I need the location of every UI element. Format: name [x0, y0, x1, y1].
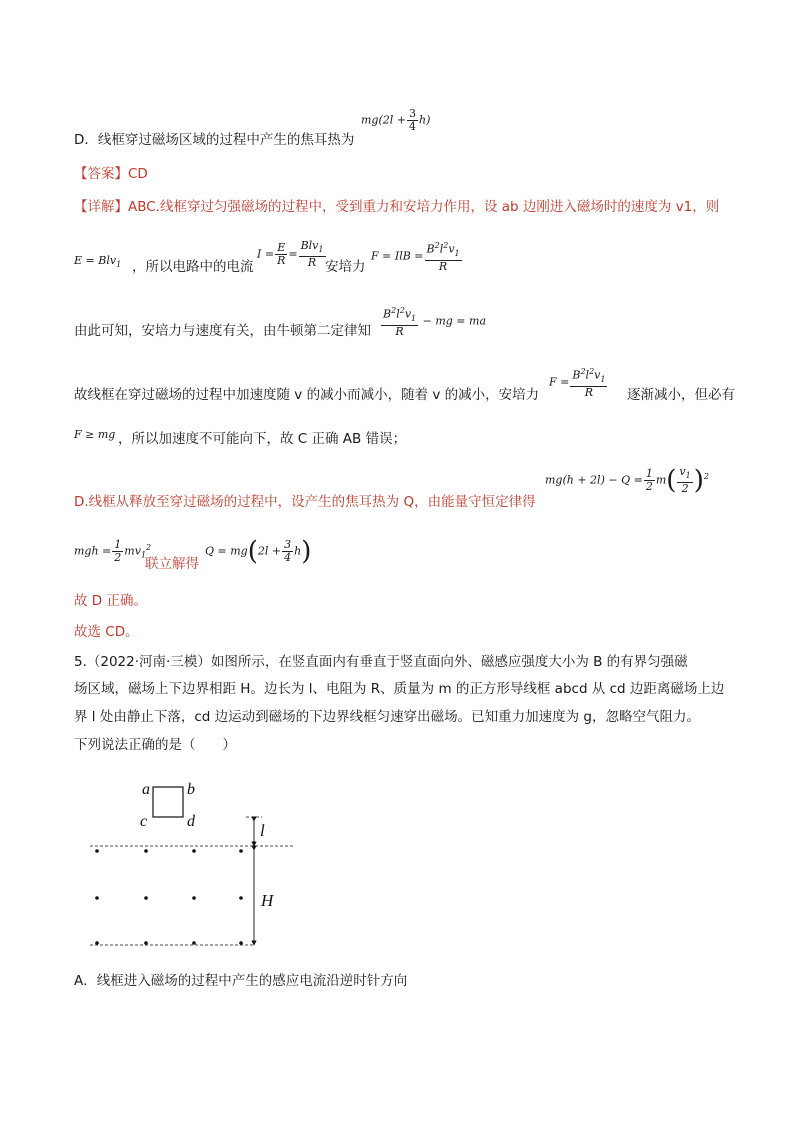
option-d-text: D．线框穿过磁场区域的过程中产生的焦耳热为	[74, 132, 355, 148]
wire-frame-square	[153, 787, 183, 817]
magnetic-field-figure	[80, 770, 300, 960]
eq-energy: mg(h + 2l) − Q = $\frac{1}{2}$ m( $\frac{v_1}{2}$ )$^2$	[545, 465, 709, 496]
field-dots	[95, 849, 243, 945]
question-5-line-3: 界 l 处由静止下落，cd 边运动到磁场的下边界线框匀速穿出磁场。已知重力加速度为 g，忽略空气阻力。	[74, 709, 700, 725]
option-d-formula: mg(2l + $\frac{3}{4}$ h)	[361, 107, 431, 133]
detail-line-1	[74, 198, 719, 216]
question-5-line-4: 下列说法正确的是（ ）	[74, 737, 236, 753]
question-5-line-2: 场区域，磁场上下边界相距 H。边长为 l、电阻为 R、质量为 m 的正方形导线框 abcd 从 cd 边距离磁场上边	[74, 681, 725, 697]
detail-text-3: 由此可知，安培力与速度有关，由牛顿第二定律知	[74, 323, 371, 339]
detail-text-9: 故选 CD。	[74, 624, 139, 640]
dimension-h-label: H	[261, 891, 274, 910]
detail-text-6: D.线框从释放至穿过磁场的过程中，设产生的焦耳热为 Q，由能量守恒定律得	[74, 494, 536, 510]
corner-c-label: c	[140, 813, 148, 830]
detail-text-2b: 安培力	[325, 259, 366, 275]
detail-text-5: ，所以加速度不可能向下，故 C 正确 AB 错误；	[118, 431, 407, 447]
eq-mgh: mgh = $\frac{1}{2}$ $mv_1^2$	[74, 538, 152, 564]
corner-a-label: a	[142, 781, 150, 798]
question-5-line-1: 5.（2022·河南·三模）如图所示，在竖直面内有垂直于竖直面向外、磁感应强度大小为 B 的有界匀强磁	[74, 654, 688, 670]
detail-text-4b: 逐渐减小，但必有	[627, 387, 735, 403]
detail-text-2a: ，所以电路中的电流	[132, 259, 254, 275]
eq-ineq: F ≥ mg	[74, 428, 116, 441]
eq-f: F = IlB = $\frac{B^2l^2v_1}{R}$	[371, 241, 460, 273]
option-a-text: A．线框进入磁场的过程中产生的感应电流沿逆时针方向	[74, 973, 408, 989]
detail-text-1: ABC.线框穿过匀强磁场的过程中，受到重力和安培力作用，设 ab 边刚进入磁场时的速度为 v1，则	[128, 199, 720, 215]
detail-text-7: 联立解得	[145, 556, 199, 572]
eq-i: I = $\frac{E}{R}$ = $\frac{Blv_1}{R}$	[257, 239, 324, 270]
eq-f2: F = $\frac{B^2l^2v_1}{R}$	[549, 367, 606, 399]
eq-q: Q = mg(2l + $\frac{3}{4}$ h)	[205, 536, 312, 567]
answer-label: 【答案】CD	[74, 166, 148, 182]
eq-newton: $\frac{B^2l^2v_1}{R}$ − mg = ma	[383, 306, 487, 338]
corner-d-label: d	[187, 813, 195, 830]
detail-label: 【详解】	[74, 199, 128, 215]
eq-e: E = Blv$_1$	[74, 254, 122, 270]
detail-text-4a: 故线框在穿过磁场的过程中加速度随 v 的减小而减小，随着 v 的减小，安培力	[74, 387, 540, 403]
corner-b-label: b	[187, 781, 195, 798]
dimension-l-label: l	[260, 821, 265, 840]
detail-text-8: 故 D 正确。	[74, 593, 147, 609]
